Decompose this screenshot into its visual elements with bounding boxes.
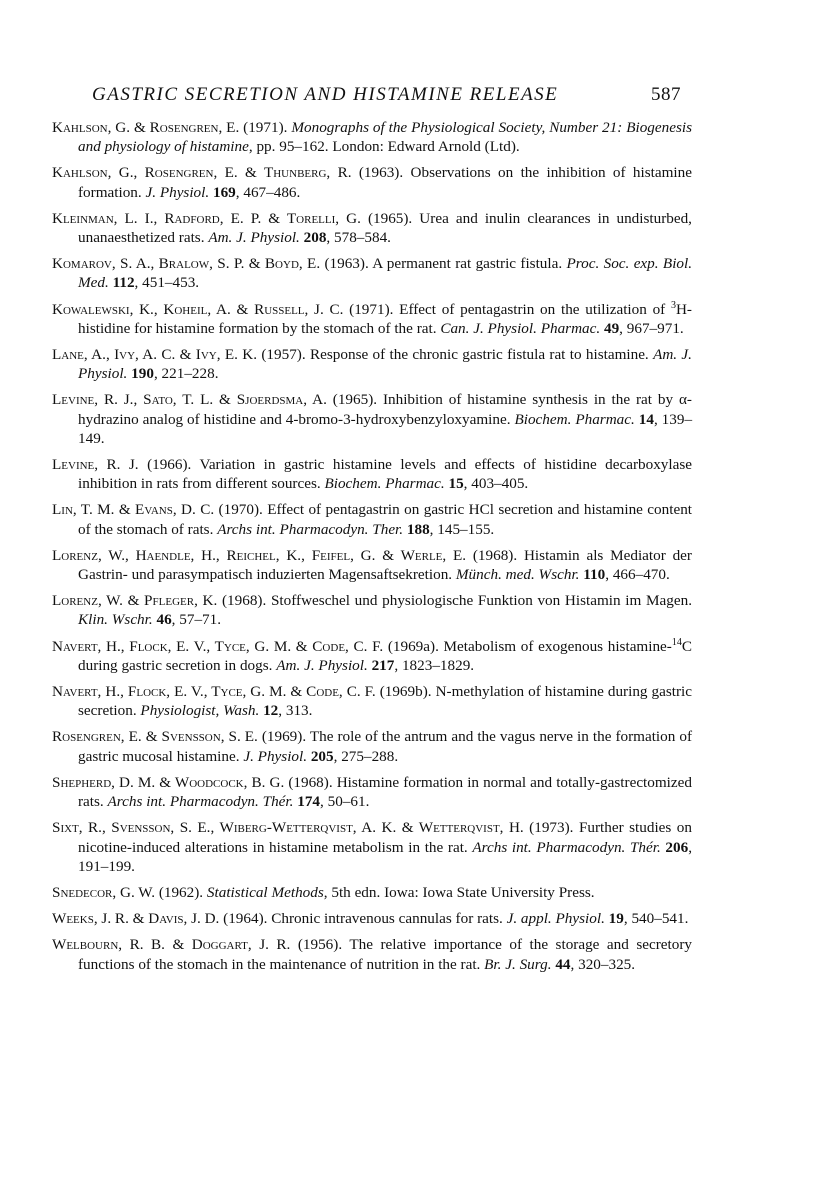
reference-volume: 217 <box>371 656 395 674</box>
reference-year: (1964). <box>219 910 272 928</box>
reference-title: N-methylation of histamine during gastric secretion. <box>78 683 692 720</box>
reference-entry <box>52 300 692 338</box>
reference-authors: Snedecor, G. W. <box>52 883 156 901</box>
reference-year: (1965). <box>326 391 383 409</box>
reference-pages: , pp. 95–162. London: Edward Arnold (Ltd). <box>248 138 520 156</box>
reference-superscript: 14 <box>671 636 682 648</box>
reference-title: Observations on the inhibition of histamine formation. <box>78 164 692 201</box>
reference-authors: Kleinman, L. I., Radford, E. P. & Torelli, G. <box>52 209 361 227</box>
reference-pages: , 1823–1829. <box>394 656 475 674</box>
reference-entry <box>52 773 692 811</box>
reference-title: Histamine formation in normal and totally-gastrectomized rats. <box>78 773 692 811</box>
reference-volume: 190 <box>131 365 154 383</box>
reference-volume: 112 <box>112 274 135 292</box>
reference-journal: Biochem. Pharmac. <box>324 475 445 493</box>
reference-year: (1963). <box>320 255 373 273</box>
reference-entry <box>52 500 692 538</box>
reference-journal: Münch. med. Wschr. <box>455 566 580 584</box>
reference-title: Inhibition of histamine synthesis in the rat by α-hydrazino analog of histidine and 4-bromo-3-hydroxybenzyloxyamine. <box>78 391 692 428</box>
reference-authors: Lorenz, W., Haendle, H., Reichel, K., Feifel, G. & Werle, E. <box>52 546 467 564</box>
reference-year: (1969). <box>257 728 310 746</box>
reference-entry <box>52 163 692 201</box>
reference-volume: 188 <box>406 520 430 538</box>
reference-journal: J. Physiol. <box>243 747 308 765</box>
reference-authors: Navert, H., Flock, E. V., Tyce, G. M. & Code, C. F. <box>52 683 376 701</box>
reference-pages: , 313. <box>278 702 313 720</box>
reference-volume: 49 <box>603 319 620 337</box>
reference-journal: Archs int. Pharmacodyn. Thér. <box>472 838 661 856</box>
reference-year: (1962). <box>155 883 207 901</box>
reference-volume: 19 <box>608 910 624 928</box>
reference-volume: 169 <box>212 183 236 201</box>
reference-year: (1956). <box>290 936 350 954</box>
reference-pages: , 320–325. <box>570 955 636 973</box>
reference-pages: , 540–541. <box>623 910 689 928</box>
reference-entry <box>52 935 692 973</box>
reference-entry <box>52 727 692 765</box>
reference-pages: , 50–61. <box>320 793 370 811</box>
reference-title: The relative importance of the storage and secretory functions of the stomach in the maintenance of nutrition in the rat. <box>78 936 693 973</box>
reference-authors: Komarov, S. A., Bralow, S. P. & Boyd, E. <box>52 255 321 273</box>
reference-pages: , 967–971. <box>619 319 684 337</box>
reference-entry <box>52 209 692 247</box>
reference-title: A permanent rat gastric fistula. <box>372 255 567 273</box>
reference-pages: , 191–199. <box>78 838 692 875</box>
reference-entry <box>52 682 692 720</box>
reference-year: (1966). <box>138 456 200 474</box>
reference-year: (1968). <box>284 773 337 791</box>
reference-title: Effect of pentagastrin on gastric HCl secretion and histamine content of the stomach of rats. <box>78 501 693 538</box>
reference-year: (1973). <box>523 819 579 837</box>
reference-entry <box>52 546 692 584</box>
reference-journal: Monographs of the Physiological Society, Number 21: Biogenesis and physiology of histamine <box>78 119 692 156</box>
reference-pages: , 467–486. <box>235 183 301 201</box>
reference-authors: Levine, R. J. <box>52 456 139 474</box>
reference-title: Stoffweschel und physiologische Funktion von Histamin im Magen. <box>270 592 692 610</box>
reference-superscript: 3 <box>670 299 676 311</box>
reference-title-start: Metabolism of exogenous histamine- <box>443 637 672 655</box>
reference-title: H-histidine for histamine formation by the stomach of the rat. <box>78 300 692 337</box>
reference-authors: Shepherd, D. M. & Woodcock, B. G. <box>52 773 285 791</box>
reference-authors: Kahlson, G. & Rosengren, E. <box>52 119 240 136</box>
reference-journal: Biochem. Pharmac. <box>514 410 635 428</box>
reference-title-start: Effect of pentagastrin on the utilization of <box>399 300 671 318</box>
reference-title: The role of the antrum and the vagus nerve in the formation of gastric mucosal histamine. <box>78 728 693 765</box>
reference-list <box>52 118 692 981</box>
reference-authors: Welbourn, R. B. & Doggart, J. R. <box>52 936 291 954</box>
reference-volume: 15 <box>448 475 464 493</box>
reference-authors: Lane, A., Ivy, A. C. & Ivy, E. K. <box>52 346 258 364</box>
reference-title: Histamin als Mediator der Gastrin- und parasympatisch induzierten Magensaftsekretion. <box>78 546 692 584</box>
reference-authors: Kowalewski, K., Koheil, A. & Russell, J. C. <box>52 300 344 318</box>
reference-title: Chronic intravenous cannulas for rats. <box>271 910 507 928</box>
reference-journal: Can. J. Physiol. Pharmac. <box>440 319 601 337</box>
reference-pages: , 466–470. <box>605 566 670 584</box>
reference-year: (1970). <box>214 501 268 519</box>
reference-entry <box>52 118 692 156</box>
reference-journal: Statistical Methods <box>206 883 324 901</box>
reference-entry <box>52 637 692 675</box>
reference-entry <box>52 818 692 876</box>
reference-volume: 206 <box>665 838 689 856</box>
reference-journal: Physiologist, Wash. <box>140 702 260 720</box>
reference-year: (1965). <box>360 209 420 227</box>
reference-authors: Rosengren, E. & Svensson, S. E. <box>52 728 258 746</box>
reference-journal: Am. J. Physiol. <box>276 656 368 674</box>
running-title: GASTRIC SECRETION AND HISTAMINE RELEASE <box>92 84 559 105</box>
reference-year: (1968). <box>466 546 524 564</box>
reference-journal: Archs int. Pharmacodyn. Thér. <box>107 793 294 811</box>
reference-entry <box>52 390 692 448</box>
reference-year: (1969b). <box>375 683 436 701</box>
reference-entry <box>52 345 692 383</box>
reference-authors: Navert, H., Flock, E. V., Tyce, G. M. & Code, C. F. <box>52 637 384 655</box>
reference-title: C during gastric secretion in dogs. <box>78 637 692 674</box>
reference-journal: J. appl. Physiol. <box>506 910 605 928</box>
reference-year: (1971). <box>343 300 400 318</box>
reference-entry <box>52 455 692 493</box>
page-number: 587 <box>651 84 681 105</box>
reference-volume: 46 <box>156 611 172 629</box>
reference-pages: , 221–228. <box>153 365 219 383</box>
reference-journal: Br. J. Surg. <box>484 955 552 973</box>
reference-pages: , 578–584. <box>326 229 391 247</box>
reference-volume: 110 <box>583 566 606 584</box>
reference-pages: , 145–155. <box>429 520 495 538</box>
reference-entry <box>52 909 692 928</box>
reference-year: (1963). <box>351 164 411 182</box>
reference-authors: Lorenz, W. & Pfleger, K. <box>52 592 218 610</box>
reference-authors: Levine, R. J., Sato, T. L. & Sjoerdsma, A. <box>52 391 327 409</box>
reference-pages: , 139–149. <box>78 410 693 447</box>
reference-journal: Am. J. Physiol. <box>208 229 300 247</box>
reference-entry <box>52 591 692 629</box>
reference-title: Further studies on nicotine-induced alterations in histamine metabolism in the rat. <box>78 819 692 856</box>
reference-authors: Lin, T. M. & Evans, D. C. <box>52 501 215 519</box>
reference-volume: 205 <box>310 747 334 765</box>
reference-year: (1957). <box>257 346 310 364</box>
reference-volume: 12 <box>263 702 279 720</box>
reference-authors: Kahlson, G., Rosengren, E. & Thunberg, R. <box>52 164 352 182</box>
reference-authors: Sixt, R., Svensson, S. E., Wiberg-Wetterqvist, A. K. & Wetterqvist, H. <box>52 819 524 837</box>
reference-year: (1968). <box>217 592 271 610</box>
reference-journal: Proc. Soc. exp. Biol. Med. <box>78 255 693 292</box>
reference-journal: Archs int. Pharmacodyn. Ther. <box>217 520 404 538</box>
reference-volume: 208 <box>303 229 327 247</box>
reference-authors: Weeks, J. R. & Davis, J. D. <box>52 910 220 928</box>
reference-pages: , 403–405. <box>463 475 529 493</box>
reference-volume: 174 <box>297 793 320 811</box>
reference-journal: Am. J. Physiol. <box>78 346 692 383</box>
reference-title: Urea and inulin clearances in undisturbed, unanaesthetized rats. <box>78 209 692 247</box>
reference-pages: , 5th edn. Iowa: Iowa State University Press. <box>323 883 595 901</box>
reference-entry <box>52 254 692 292</box>
reference-entry <box>52 883 692 902</box>
reference-volume: 44 <box>555 955 571 973</box>
reference-journal: J. Physiol. <box>145 183 210 201</box>
reference-pages: , 57–71. <box>171 611 222 629</box>
reference-pages: , 451–453. <box>134 274 200 292</box>
reference-volume: 14 <box>638 410 654 428</box>
reference-journal: Klin. Wschr. <box>78 611 153 629</box>
reference-pages: , 275–288. <box>333 747 399 765</box>
reference-title: Response of the chronic gastric fistula rat to histamine. <box>310 346 654 364</box>
reference-year: (1971). <box>239 119 292 136</box>
reference-title: Variation in gastric histamine levels and effects of histidine decarboxylase inhibition in rats from different sources. <box>78 456 692 493</box>
reference-year: (1969a). <box>383 637 444 655</box>
